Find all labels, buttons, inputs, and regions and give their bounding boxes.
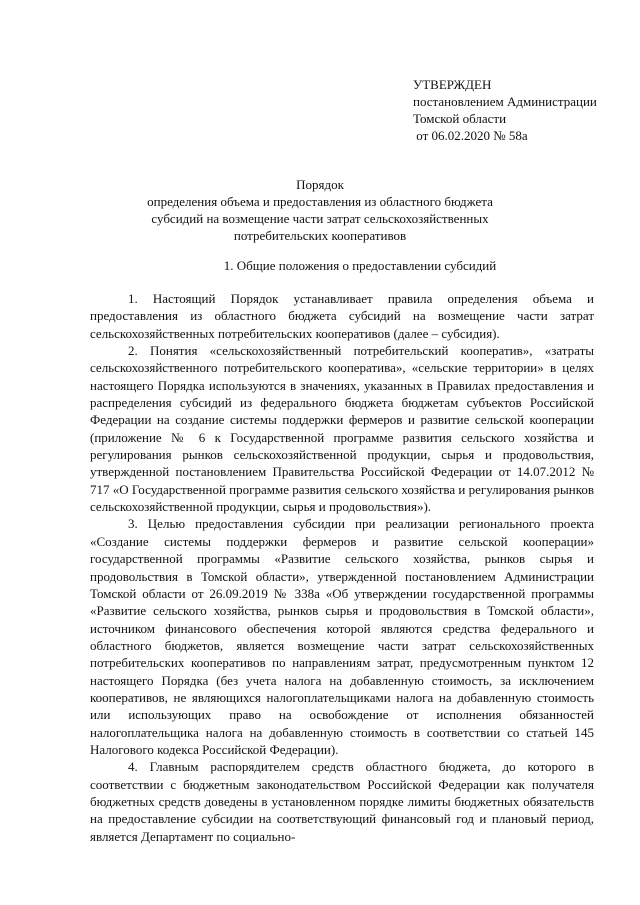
approval-region: Томской области	[413, 111, 507, 126]
approval-authority: постановлением Администрации	[413, 94, 597, 109]
approval-date-number: от 06.02.2020 № 58а	[413, 128, 528, 143]
section-heading: 1. Общие положения о предоставлении субсидий	[223, 258, 497, 273]
document-body	[90, 290, 594, 845]
approval-heading: УТВЕРЖДЕН	[413, 77, 492, 92]
paragraph-3: 3. Целью предоставления субсидии при реализации регионального проекта «Создание системы поддержки фермеров и развитие сельской кооперации» государственной программы «Развитие сельского хозяйства, рынков сырья и продовольствия в Томской области», утвержденной постановлением Администрации Томской области от 26.09.2019 № 338а «Об утверждении государственной программы «Развитие сельского хозяйства, рынков сырья и продовольствия в Томской области», источником финансового обеспечения которой являются средства федерального и областного бюджетов, является возмещение части затрат сельскохозяйственных потребительских кооперативов по направлениям затрат, предусмотренным пунктом 12 настоящего Порядка (без учета налога на добавленную стоимость, за исключением кооперативов, не являющихся налогоплательщиками налога на добавленную стоимость или использующих право на освобождение от исполнения обязанностей налогоплательщика налога на добавленную стоимость в соответствии со статьей 145 Налогового кодекса Российской Федерации).	[90, 516, 594, 757]
title-line-2: определения объема и предоставления из областного бюджета	[147, 194, 493, 209]
paragraph-4: 4. Главным распорядителем средств областного бюджета, до которого в соответствии с бюджетным законодательством Российской Федерации как получателя бюджетных средств доведены в установленном порядке лимиты бюджетных обязательств на предоставление субсидии на соответствующий финансовый год и плановый период, является Департамент по социально-	[90, 759, 594, 844]
title-line-4: потребительских кооперативов	[233, 228, 407, 243]
paragraph-1: 1. Настоящий Порядок устанавливает правила определения объема и предоставления из областного бюджета субсидий на возмещение части затрат сельскохозяйственных потребительских кооперативов (далее – субсидия).	[90, 291, 594, 341]
paragraph-2: 2. Понятия «сельскохозяйственный потребительский кооператив», «затраты сельскохозяйственного потребительского кооператива», «сельские территории» в целях настоящего Порядка используются в значениях, указанных в Правилах предоставления и распределения субсидий из федерального бюджета бюджетам субъектов Российской Федерации на создание системы поддержки фермеров и развитие сельской кооперации (приложение № 6 к Государственной программе развития сельского хозяйства и регулирования рынков сельскохозяйственной продукции, сырья и продовольствия, утвержденной постановлением Правительства Российской Федерации от 14.07.2012 № 717 «О Государственной программе развития сельского хозяйства и регулирования рынков сельскохозяйственной продукции, сырья и продовольствия»).	[90, 343, 594, 515]
document-title	[100, 176, 540, 244]
approval-stamp	[413, 76, 597, 144]
title-line-3: субсидий на возмещение части затрат сельскохозяйственных	[151, 211, 489, 226]
title-line-1: Порядок	[296, 177, 344, 192]
